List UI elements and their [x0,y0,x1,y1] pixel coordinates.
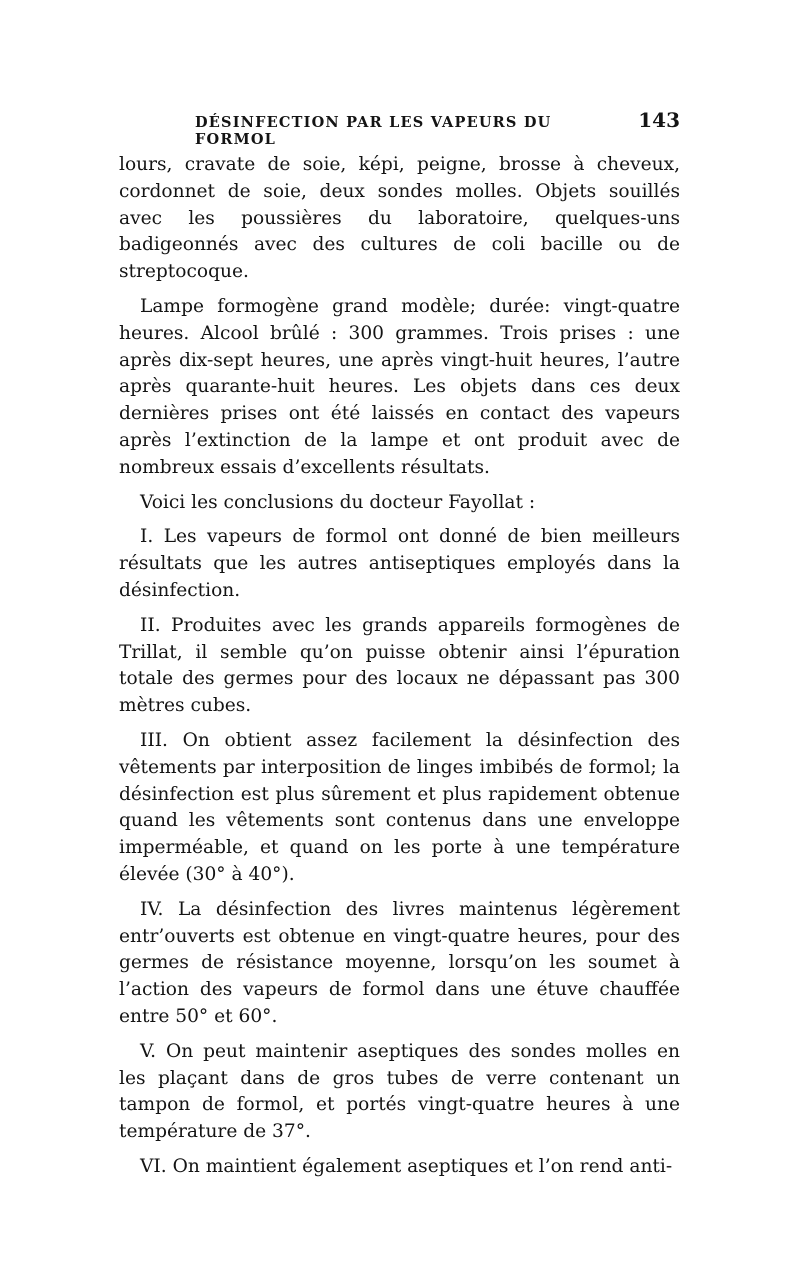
conclusion-4: IV. La désinfection des livres maintenus légèrement entr’ouverts est obtenue en vingt-quatre heures, pour des germes de résistance moyenne, lorsqu’on les soumet à l’action des vapeurs de formol dans une étuve chauffée entre 50° et 60°. [119,898,680,1027]
conclusion-2: II. Produites avec les grands appareils formogènes de Trillat, il semble qu’on puisse obtenir ainsi l’épuration totale des germes pour des locaux ne dépassant pas 300 mètres cubes. [119,614,680,717]
conclusion-6: VI. On maintient également aseptiques et l’on rend anti- [140,1155,673,1177]
paragraph-continuation: lours, cravate de soie, képi, peigne, brosse à cheveux, cordonnet de soie, deux sondes molles. Objets souillés avec les poussières du laboratoire, quelques-uns badigeonnés avec des cultures de coli bacille ou de streptocoque. [119,154,680,283]
book-page [119,108,680,1189]
conclusion-5: V. On peut maintenir aseptiques des sondes molles en les plaçant dans de gros tubes de verre contenant un tampon de formol, et portés vingt-quatre heures à une température de 37°. [119,1040,680,1143]
conclusion-1: I. Les vapeurs de formol ont donné de bien meilleurs résultats que les autres antiseptiques employés dans la désinfection. [119,526,680,601]
running-title: DÉSINFECTION PAR LES VAPEURS DU FORMOL [195,114,552,148]
page-number: 143 [638,108,680,132]
conclusion-3: III. On obtient assez facilement la désinfection des vêtements par interposition de linges imbibés de formol; la désinfection est plus sûrement et plus rapidement obtenue quand les vêtements sont contenus dans une enveloppe imperméable, et quand on les porte à une température élevée (30° à 40°). [119,729,680,885]
paragraph-lamp: Lampe formogène grand modèle; durée: vingt-quatre heures. Alcool brûlé : 300 grammes. Trois prises : une après dix-sept heures, une après vingt-huit heures, l’autre après quarante-huit heures. Les objets dans ces deux dernières prises ont été laissés en contact des vapeurs après l’extinction de la lampe et ont produit avec de nombreux essais d’excellents résultats. [119,295,680,478]
running-head [119,108,680,148]
paragraph-conclusions-intro: Voici les conclusions du docteur Fayollat : [140,491,536,513]
